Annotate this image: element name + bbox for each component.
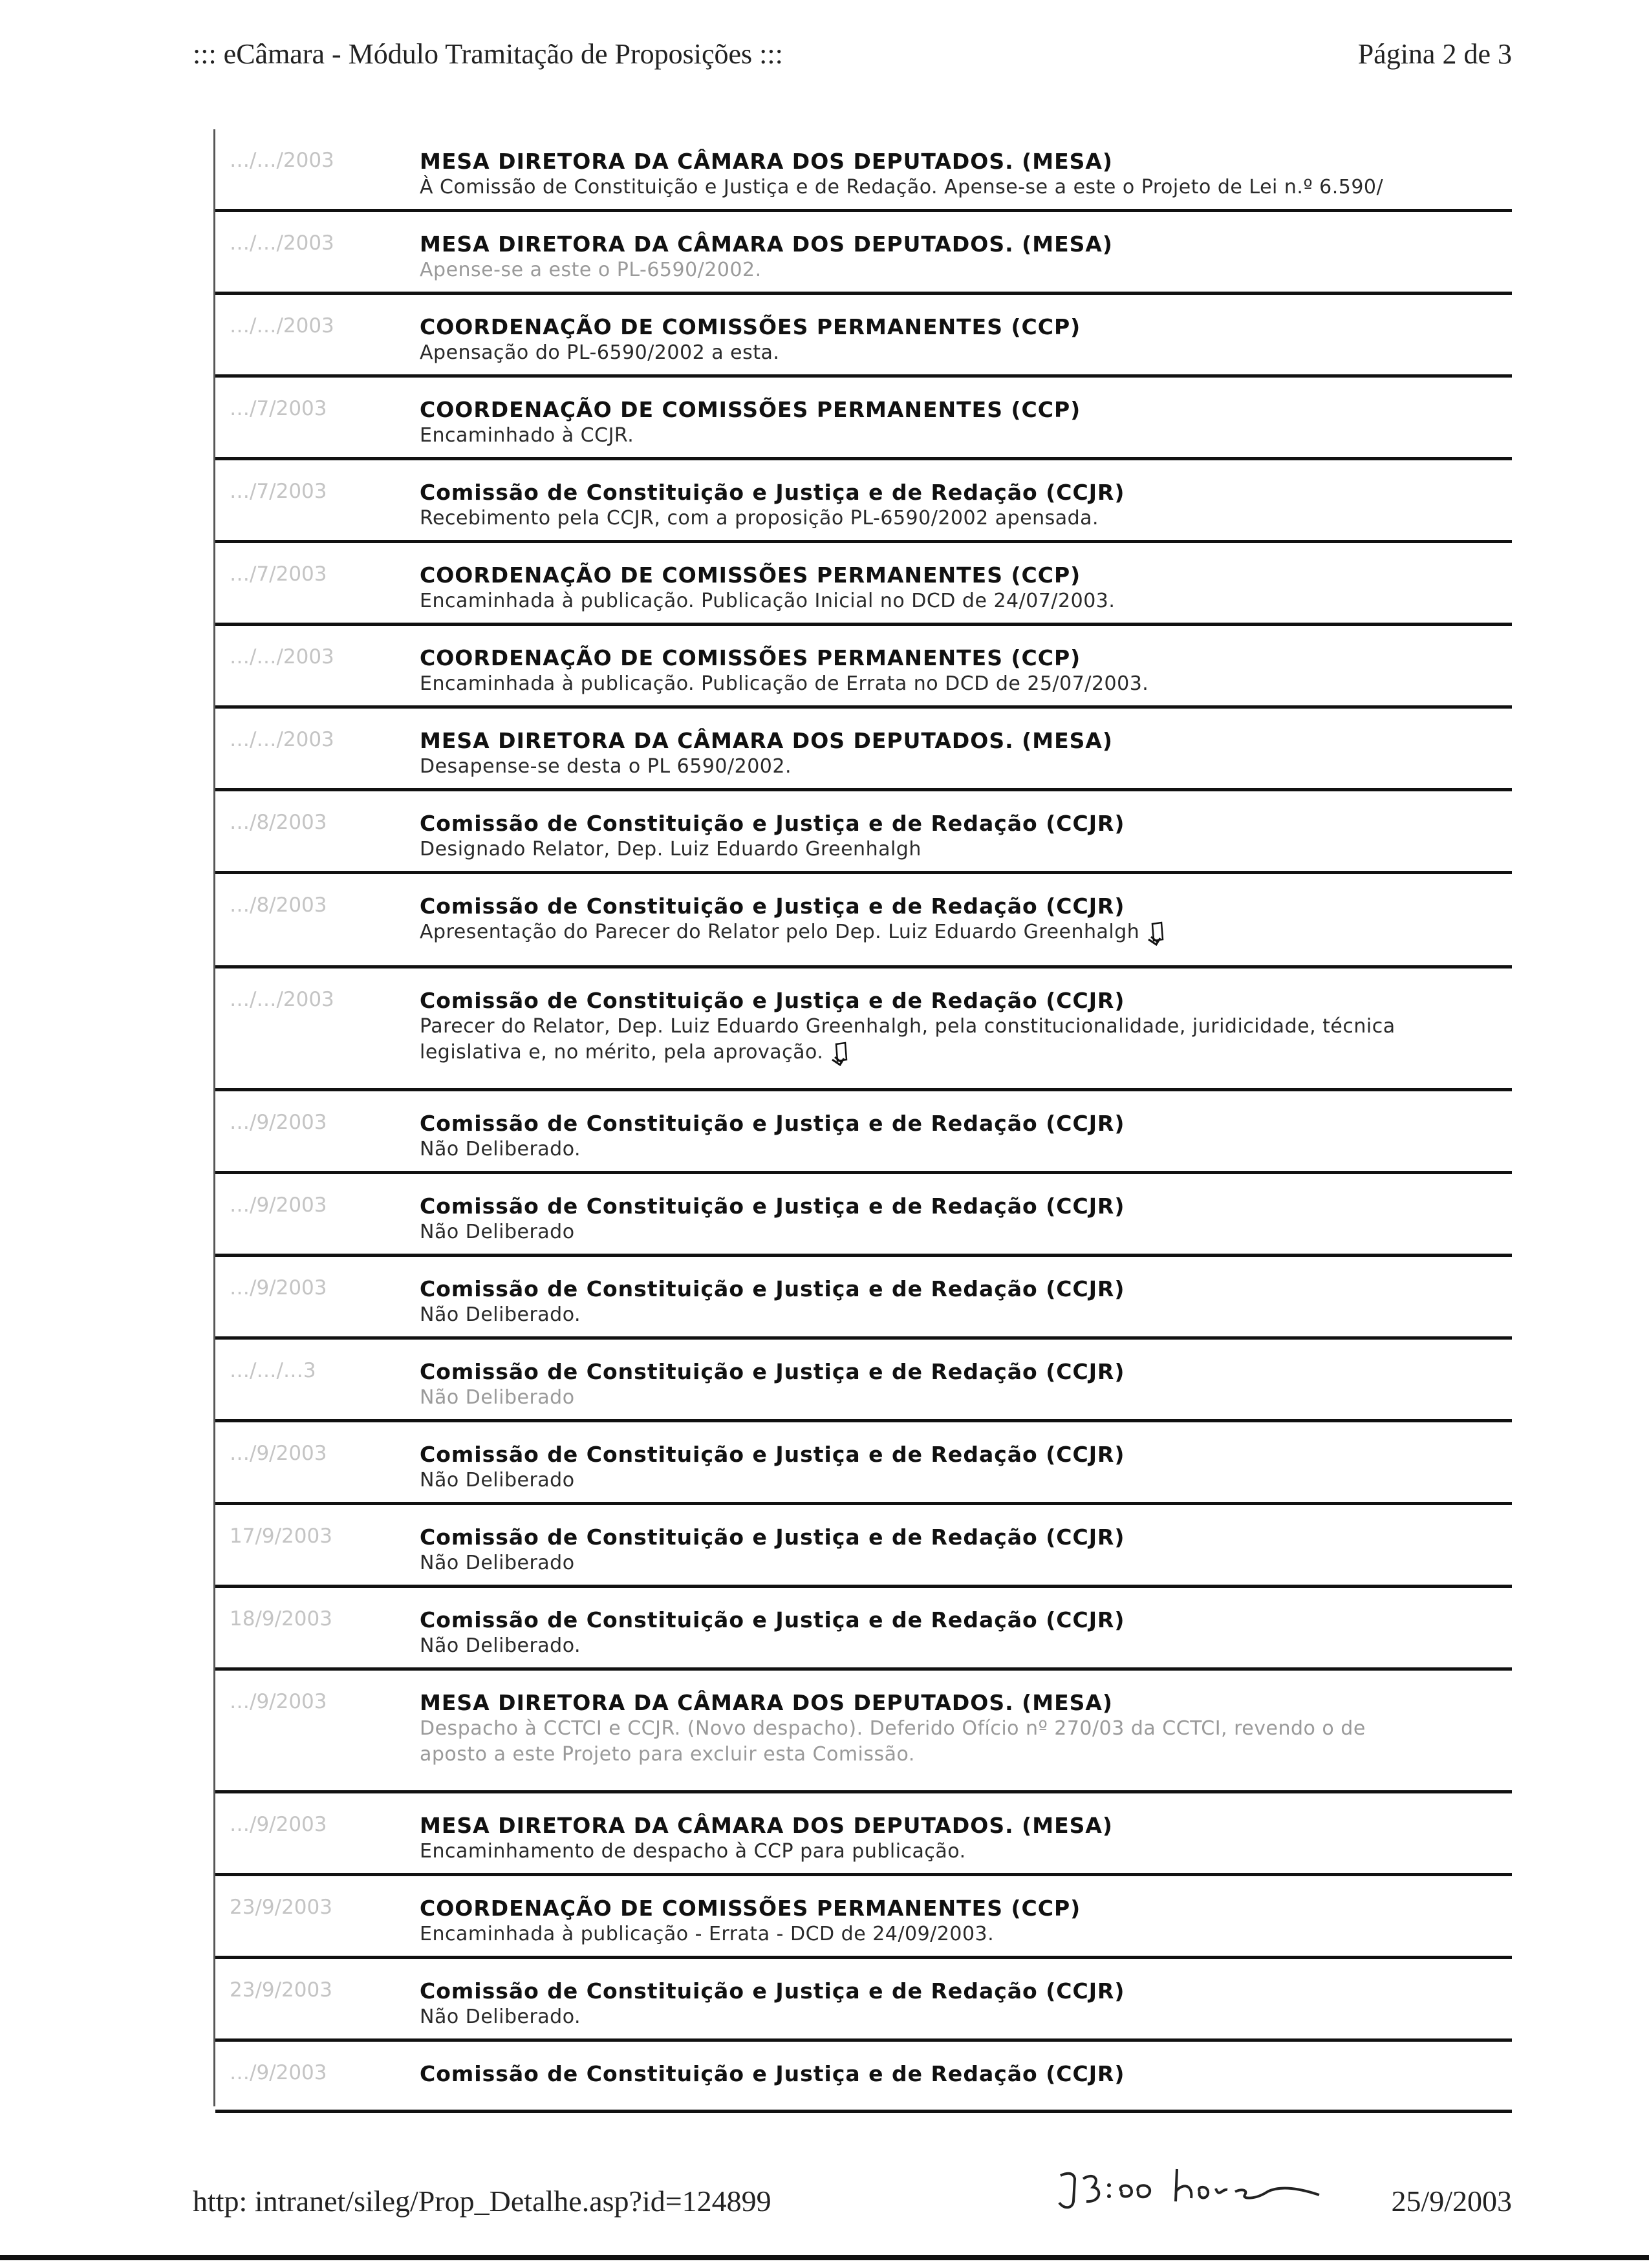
row-date: …/9/2003 bbox=[230, 1442, 327, 1465]
row-description bbox=[420, 1014, 1512, 1040]
row-description bbox=[420, 1137, 1512, 1162]
row-organ: Comissão de Constituição e Justiça e de Redação (CCJR) bbox=[420, 1111, 1125, 1136]
table-row bbox=[215, 212, 1512, 295]
row-description-text: Não Deliberado. bbox=[420, 2006, 581, 2028]
row-description-text: Não Deliberado bbox=[420, 1386, 575, 1409]
row-date: …/9/2003 bbox=[230, 1193, 327, 1217]
row-content bbox=[420, 811, 1512, 862]
row-description-text: Não Deliberado bbox=[420, 1552, 575, 1574]
row-content bbox=[420, 1442, 1512, 1493]
row-organ: COORDENAÇÃO DE COMISSÕES PERMANENTES (CCP) bbox=[420, 397, 1081, 422]
table-row bbox=[215, 1174, 1512, 1257]
row-content bbox=[420, 893, 1512, 946]
row-description bbox=[420, 1302, 1512, 1328]
row-date: …/…/2003 bbox=[230, 149, 334, 172]
row-organ: Comissão de Constituição e Justiça e de Redação (CCJR) bbox=[420, 1524, 1125, 1550]
document-link-icon[interactable] bbox=[831, 1040, 853, 1066]
row-date: …/…/2003 bbox=[230, 988, 334, 1011]
row-description-text: aposto a este Projeto para excluir esta Comissão. bbox=[420, 1743, 915, 1766]
row-description-text: Não Deliberado bbox=[420, 1469, 575, 1492]
row-content bbox=[420, 728, 1512, 780]
row-content bbox=[420, 1896, 1512, 1947]
table-row bbox=[215, 295, 1512, 378]
row-content bbox=[420, 149, 1512, 200]
row-organ: Comissão de Constituição e Justiça e de Redação (CCJR) bbox=[420, 893, 1125, 919]
table-row bbox=[215, 626, 1512, 709]
row-description bbox=[420, 1742, 1512, 1768]
row-content bbox=[420, 1524, 1512, 1576]
row-description bbox=[420, 1633, 1512, 1659]
document-link-icon[interactable] bbox=[1147, 920, 1169, 946]
proceedings-table bbox=[213, 129, 1512, 2106]
row-description bbox=[420, 175, 1512, 200]
row-content bbox=[420, 397, 1512, 449]
table-row bbox=[215, 874, 1512, 968]
row-content bbox=[420, 645, 1512, 697]
row-description bbox=[420, 257, 1512, 283]
table-row bbox=[215, 1091, 1512, 1174]
table-row bbox=[215, 1588, 1512, 1671]
row-description-text: Apense-se a este o PL-6590/2002. bbox=[420, 259, 762, 281]
table-row bbox=[215, 1422, 1512, 1505]
row-organ: MESA DIRETORA DA CÂMARA DOS DEPUTADOS. (MESA) bbox=[420, 728, 1113, 753]
table-row bbox=[215, 1340, 1512, 1422]
row-description-text: Não Deliberado. bbox=[420, 1303, 581, 1326]
footer-date: 25/9/2003 bbox=[1391, 2185, 1512, 2218]
row-content bbox=[420, 2061, 1512, 2087]
row-description bbox=[420, 2004, 1512, 2030]
row-date: 23/9/2003 bbox=[230, 1896, 332, 1919]
row-content bbox=[420, 1607, 1512, 1659]
row-description-text: À Comissão de Constituição e Justiça e de Redação. Apense-se a este o Projeto de Lei n.º 6.590/ bbox=[420, 176, 1384, 198]
row-content bbox=[420, 480, 1512, 531]
row-content bbox=[420, 1359, 1512, 1411]
row-date: …/9/2003 bbox=[230, 1813, 327, 1836]
row-organ: Comissão de Constituição e Justiça e de Redação (CCJR) bbox=[420, 2061, 1125, 2086]
row-description-text: Encaminhada à publicação. Publicação Inicial no DCD de 24/07/2003. bbox=[420, 590, 1116, 612]
table-row bbox=[215, 1876, 1512, 1959]
row-description-text: Designado Relator, Dep. Luiz Eduardo Greenhalgh bbox=[420, 838, 921, 861]
row-content bbox=[420, 1276, 1512, 1328]
row-organ: Comissão de Constituição e Justiça e de Redação (CCJR) bbox=[420, 811, 1125, 836]
row-description-text: Não Deliberado. bbox=[420, 1138, 581, 1161]
row-organ: MESA DIRETORA DA CÂMARA DOS DEPUTADOS. (MESA) bbox=[420, 149, 1113, 174]
row-content bbox=[420, 231, 1512, 283]
row-date: …/9/2003 bbox=[230, 1111, 327, 1134]
table-row bbox=[215, 1257, 1512, 1340]
row-description bbox=[420, 1219, 1512, 1245]
row-organ: Comissão de Constituição e Justiça e de Redação (CCJR) bbox=[420, 1276, 1125, 1301]
row-description-text: Encaminhada à publicação. Publicação de Errata no DCD de 25/07/2003. bbox=[420, 672, 1149, 695]
row-description-text: Parecer do Relator, Dep. Luiz Eduardo Greenhalgh, pela constitucionalidade, juridicidade, técnica bbox=[420, 1015, 1396, 1038]
row-organ: Comissão de Constituição e Justiça e de Redação (CCJR) bbox=[420, 1607, 1125, 1632]
row-content bbox=[420, 314, 1512, 366]
table-row bbox=[215, 968, 1512, 1091]
page-number: Página 2 de 3 bbox=[1357, 38, 1512, 70]
row-date: …/…/…3 bbox=[230, 1359, 316, 1382]
row-description bbox=[420, 1921, 1512, 1947]
row-date: 17/9/2003 bbox=[230, 1524, 332, 1548]
row-date: …/7/2003 bbox=[230, 562, 327, 586]
row-description bbox=[420, 588, 1512, 614]
row-description bbox=[420, 1468, 1512, 1493]
table-row bbox=[215, 543, 1512, 626]
handwritten-time-note bbox=[1054, 2163, 1332, 2214]
table-row bbox=[215, 791, 1512, 874]
row-description bbox=[420, 671, 1512, 697]
table-row bbox=[215, 1793, 1512, 1876]
table-row bbox=[215, 460, 1512, 543]
row-description-text: Desapense-se desta o PL 6590/2002. bbox=[420, 755, 792, 778]
row-date: …/8/2003 bbox=[230, 893, 327, 917]
row-content bbox=[420, 1690, 1512, 1768]
row-description bbox=[420, 423, 1512, 449]
row-date: 18/9/2003 bbox=[230, 1607, 332, 1631]
row-organ: Comissão de Constituição e Justiça e de Redação (CCJR) bbox=[420, 480, 1125, 505]
row-date: 23/9/2003 bbox=[230, 1978, 332, 2002]
row-description bbox=[420, 340, 1512, 366]
row-content bbox=[420, 1813, 1512, 1865]
row-organ: COORDENAÇÃO DE COMISSÕES PERMANENTES (CCP) bbox=[420, 562, 1081, 588]
row-organ: Comissão de Constituição e Justiça e de Redação (CCJR) bbox=[420, 1359, 1125, 1384]
row-description-text: Encaminhado à CCJR. bbox=[420, 424, 634, 447]
row-organ: COORDENAÇÃO DE COMISSÕES PERMANENTES (CCP) bbox=[420, 645, 1081, 670]
row-date: …/…/2003 bbox=[230, 231, 334, 255]
row-date: …/8/2003 bbox=[230, 811, 327, 834]
row-organ: MESA DIRETORA DA CÂMARA DOS DEPUTADOS. (MESA) bbox=[420, 1690, 1113, 1715]
row-organ: Comissão de Constituição e Justiça e de Redação (CCJR) bbox=[420, 1193, 1125, 1219]
row-description-text: Apresentação do Parecer do Relator pelo Dep. Luiz Eduardo Greenhalgh bbox=[420, 921, 1140, 943]
row-content bbox=[420, 562, 1512, 614]
table-row bbox=[215, 1505, 1512, 1588]
row-description-text: Não Deliberado bbox=[420, 1221, 575, 1243]
row-date: …/…/2003 bbox=[230, 728, 334, 751]
row-date: …/7/2003 bbox=[230, 397, 327, 420]
row-content bbox=[420, 1978, 1512, 2030]
row-description bbox=[420, 1040, 1512, 1066]
table-row bbox=[215, 1959, 1512, 2042]
row-organ: COORDENAÇÃO DE COMISSÕES PERMANENTES (CCP) bbox=[420, 1896, 1081, 1921]
row-organ: COORDENAÇÃO DE COMISSÕES PERMANENTES (CCP) bbox=[420, 314, 1081, 339]
row-description bbox=[420, 1550, 1512, 1576]
table-row bbox=[215, 378, 1512, 460]
scan-edge-bar bbox=[0, 2255, 1649, 2260]
row-description-text: Encaminhamento de despacho à CCP para publicação. bbox=[420, 1840, 966, 1863]
row-description-text: Despacho à CCTCI e CCJR. (Novo despacho). Deferido Ofício nº 270/03 da CCTCI, revendo o de bbox=[420, 1717, 1366, 1740]
row-description bbox=[420, 754, 1512, 780]
row-date: …/7/2003 bbox=[230, 480, 327, 503]
row-organ: Comissão de Constituição e Justiça e de Redação (CCJR) bbox=[420, 1978, 1125, 2004]
row-organ: MESA DIRETORA DA CÂMARA DOS DEPUTADOS. (MESA) bbox=[420, 1813, 1113, 1838]
row-description bbox=[420, 506, 1512, 531]
row-content bbox=[420, 1193, 1512, 1245]
row-date: …/9/2003 bbox=[230, 1690, 327, 1713]
row-date: …/9/2003 bbox=[230, 1276, 327, 1300]
row-organ: MESA DIRETORA DA CÂMARA DOS DEPUTADOS. (MESA) bbox=[420, 231, 1113, 257]
row-description bbox=[420, 837, 1512, 862]
row-description bbox=[420, 1839, 1512, 1865]
row-organ: Comissão de Constituição e Justiça e de Redação (CCJR) bbox=[420, 988, 1125, 1013]
row-content bbox=[420, 1111, 1512, 1162]
row-description bbox=[420, 919, 1512, 946]
footer-url: http: intranet/sileg/Prop_Detalhe.asp?id=124899 bbox=[193, 2185, 771, 2218]
table-row bbox=[215, 129, 1512, 212]
row-description bbox=[420, 1385, 1512, 1411]
row-date: …/9/2003 bbox=[230, 2061, 327, 2084]
page-header-title: ::: eCâmara - Módulo Tramitação de Proposições ::: bbox=[193, 38, 783, 70]
row-description-text: Apensação do PL-6590/2002 a esta. bbox=[420, 341, 780, 364]
row-description-text: Encaminhada à publicação - Errata - DCD de 24/09/2003. bbox=[420, 1923, 995, 1945]
table-row bbox=[215, 2042, 1512, 2113]
table-row bbox=[215, 1671, 1512, 1793]
row-description bbox=[420, 1716, 1512, 1742]
row-content bbox=[420, 988, 1512, 1066]
row-date: …/…/2003 bbox=[230, 645, 334, 669]
row-organ: Comissão de Constituição e Justiça e de Redação (CCJR) bbox=[420, 1442, 1125, 1467]
row-description-text: Não Deliberado. bbox=[420, 1634, 581, 1657]
row-description-text: legislativa e, no mérito, pela aprovação. bbox=[420, 1041, 824, 1064]
row-description-text: Recebimento pela CCJR, com a proposição PL-6590/2002 apensada. bbox=[420, 507, 1099, 530]
table-row bbox=[215, 709, 1512, 791]
row-date: …/…/2003 bbox=[230, 314, 334, 337]
